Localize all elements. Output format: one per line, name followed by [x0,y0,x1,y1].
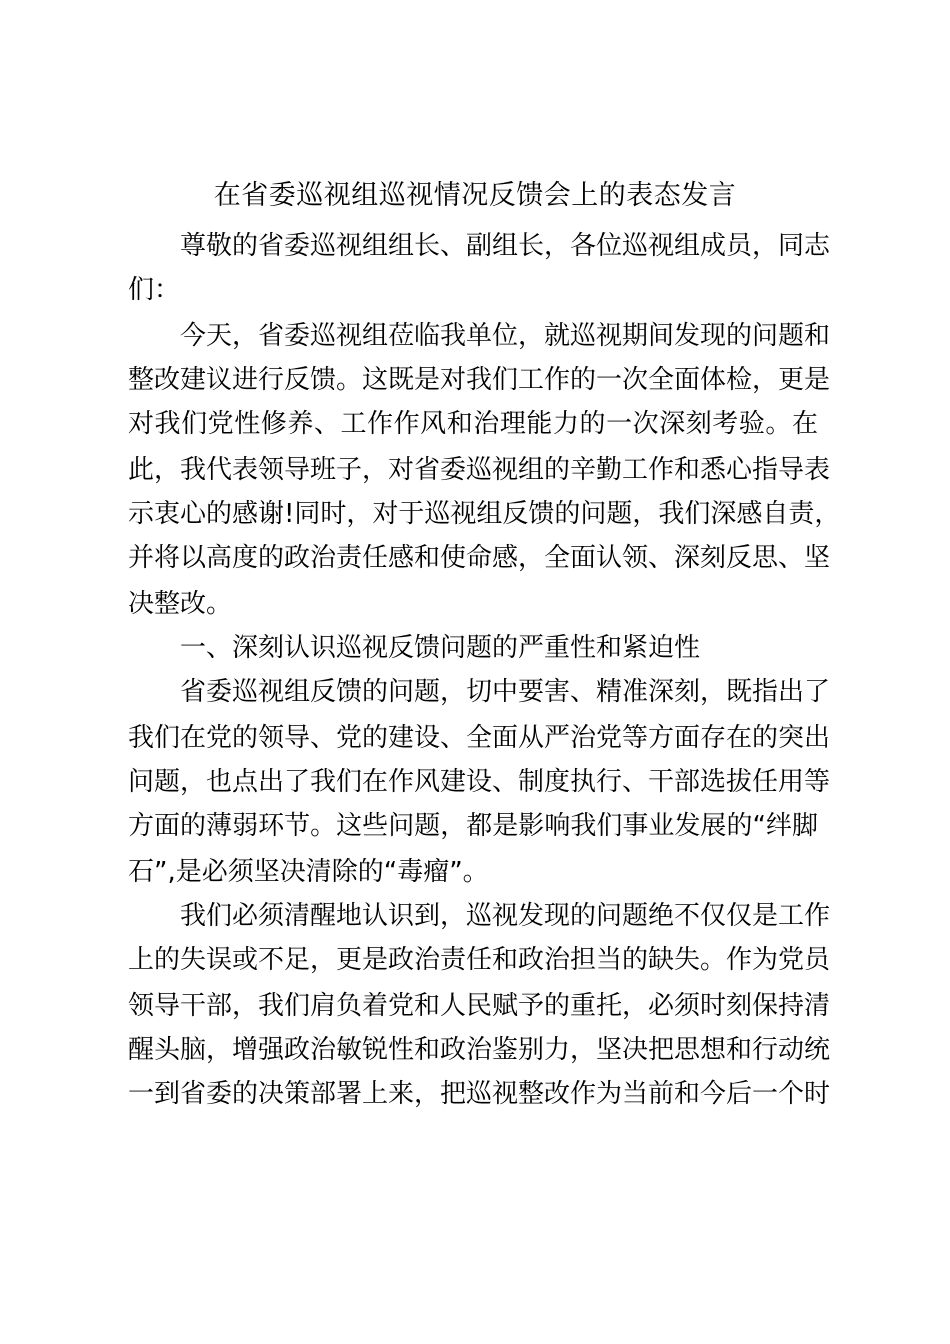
paragraph-1-line-3: 对我们党性修养、工作作风和治理能力的一次深刻考验。在 [128,409,818,439]
paragraph-3-line-3: 领导干部，我们肩负着党和人民赋予的重托，必须时刻保持清 [128,991,831,1021]
document-title: 在省委巡视组巡视情况反馈会上的表态发言 [213,180,737,211]
paragraph-1-line-4: 此，我代表领导班子，对省委巡视组的辛勤工作和悉心指导表 [128,455,831,485]
paragraph-3-line-1: 我们必须清醒地认识到，巡视发现的问题绝不仅仅是工作 [180,901,831,931]
paragraph-2-line-3: 问题，也点出了我们在作风建设、制度执行、干部选拔任用等 [128,767,831,797]
paragraph-3-line-4: 醒头脑，增强政治敏锐性和政治鉴别力，坚决把思想和行动统 [128,1035,831,1065]
paragraph-2-line-5: 石”,是必须坚决清除的“毒瘤”。 [128,857,489,887]
paragraph-2-line-1: 省委巡视组反馈的问题，切中要害、精准深刻，既指出了 [180,677,831,707]
paragraph-1-line-5: 示衷心的感谢!同时，对于巡视组反馈的问题，我们深感自责， [128,499,841,529]
paragraph-2-line-4: 方面的薄弱环节。这些问题，都是影响我们事业发展的“绊脚 [128,811,818,841]
paragraph-1-line-1: 今天，省委巡视组莅临我单位，就巡视期间发现的问题和 [180,321,831,351]
salutation-line-1: 尊敬的省委巡视组组长、副组长，各位巡视组成员，同志 [180,231,831,261]
section-heading-1: 一、深刻认识巡视反馈问题的严重性和紧迫性 [180,633,701,663]
salutation-line-2: 们： [128,275,181,305]
paragraph-1-line-7: 决整改。 [128,589,233,619]
paragraph-1-line-6: 并将以高度的政治责任感和使命感，全面认领、深刻反思、坚 [128,543,831,573]
paragraph-3-line-2: 上的失误或不足，更是政治责任和政治担当的缺失。作为党员 [128,945,831,975]
paragraph-1-line-2: 整改建议进行反馈。这既是对我们工作的一次全面体检，更是 [128,365,831,395]
paragraph-2-line-2: 我们在党的领导、党的建设、全面从严治党等方面存在的突出 [128,723,831,753]
paragraph-3-line-5: 一到省委的决策部署上来，把巡视整改作为当前和今后一个时 [128,1079,831,1109]
